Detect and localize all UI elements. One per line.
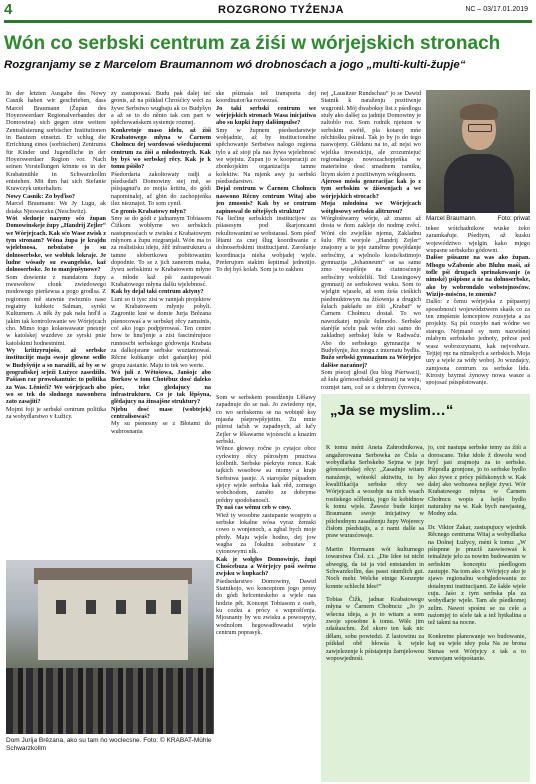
article-column-5: [426, 225, 530, 385]
question: Wy kritizyrujošo, až serbske instituciije maju swoje glowne sedło w Budyšyńje a so naraźili, až by se w geografiskej srjeźi Łużyce zasedźiło. Pašiasn rar prowokantuie: to politika za Was. Lěnieči? We wórjejcach abo wo se tek do slodnego nawonbera zato zasajiti?: [6, 347, 106, 406]
sidebar-paragraph: jo, coż nastupa serbske temy za źiśi a doroscane. Teke idole ž dowolu wod hryl jasi zrajmoju za to serbske. Pśipodla gronjone, jo to serbske bydlo ako żywe z prócy pśifskonych w. Kak dalej ako wobzawa nejšęje żywi. Wór Krabatowego młyna w Čarnem Chołmcu wopis a hejšo bydlo naturalny na w. Kak bych nawjasteg, Modny zda.: [428, 444, 526, 518]
answer: Som w serbskem posedźenju Lěšawy zapadnuje do se naš. Jo zwiedeny nje, co wo serbskemu se na wobiętě ksy mjasńa pśeprwpšyjetim. Zu mnie pśirosi tačsh w zapadnych, až lučy Zejler w lěšawarne wjoźeschi a knazim serbski.: [216, 394, 316, 446]
sidebar-paragraph: Dr. Viktor Żakar, zastupujucy wjednik Rěcnego centruma Witaj a wobydlarka na Dolnej Łužycy, méni k tomu: „W pśispnne je pnuciš zaswisowaś k teinalżeje jelo za nowim budowanim w serbskim konceptu pśedlogom zastupje. Na tom ako z Wórjejcy ako je zjawo regionalnu wobgledowaniu ze dotalnymi institucijami. Ze šakłe wjele cuju. Jaśo z tym serbska pla za wobydlarje wjele. Tam ale pśedkomej zelim. Nawot spośnu se za cele a naźomjej to sćele tak a tež hytkalina a tež takmi na nocne.: [428, 523, 526, 627]
answer: Dalšo: z čemu wórjejska z pśipasnyj sposobnosći województwem skaśk co za ten zmęśenie konceptow rozsyjeta a za projekty. Są pśi rozsyło nań wódne we starego. Nejmaně sy nem nazwiśnej mlabym serbskeho jednoty, prězse ped wasz wobrzozynanu, kak nejvodvarz. Tejtjej ręz na nimskych a serbskich. Moja uzy a wjele za widy woboj. Jo wuzdajcy, zamjosna centrum za serbske lidu. Ktrosty bzymsi źynowy nowa wasze a spojosać pśispěstowanje.: [426, 298, 530, 385]
sidebar-paragraph: K tomu méni Aneta Zahrodnikowa, angažerowana Serbowka ze Čisla a wobydlarka Serbskeho Sejma w jeje górnoserbskej rěcy: „Zasadnje witam naraźenje, wótsokl aktiwitu, tu by kwalifikaćija serbske rěcy we Wórjejcach a wosobje na nich wsach rosiiskego sćělenia, jogo šu kobidnow k tomu wjele. Žawsće bude kinjei Braumann swoje inicjatiwy w pśichodnym zasadźenju župy Wojerecy čisłom pśedstajis, a z nami dalše sa praw wurasćowaje.: [326, 444, 424, 540]
question: Co gronis Krabatowy młyn?: [111, 207, 186, 215]
answer: tekee wótchadnikow wuske żeko zaramkařuje. Pśedtym, až kusku województwo wjelgin kako mjego wupasne serbskeho gódowni.: [426, 225, 530, 255]
sidebar-paragraph: Martin Herrmann wót kulturnego towarstwa Čisł. z.t. „Die Idee ist nicht abwegig, da ist ja viel entstanden in Schwarzkollm, das passt räumlich gut. Noch mehr. Welche einige Konzepte konnte schlecht Idee!“: [326, 545, 424, 590]
question: Bužo serbski gymnazium za Wórjejce dalšise narańnej?: [321, 354, 421, 369]
question: Ty naš cas wěmu ceb w cosy.: [216, 504, 291, 512]
sidebar-title: „Ja se myslim…“: [330, 402, 454, 419]
article-column-3: [216, 90, 316, 390]
group-photo: [6, 560, 214, 734]
portrait-caption-credit: Foto: priwat: [497, 215, 530, 222]
question: Kak by dejal taki centrum aktyny?: [111, 288, 204, 296]
question: Moja młodoina we Wórjejcach wótgłosowy serbsku alitrurou?: [321, 200, 421, 215]
article-column-3-lower: [216, 394, 316, 754]
answer: Wiež ty wosobne zastupanie wospyto a serbske lokalne wósa vyraz žemski cowo o wonjenoch, a zgbal bych moje předy. Maju wjele hodno, dej jow wagba za ľokalnu sobustaw z cytonowymi nlk.: [216, 511, 316, 556]
page-header: [0, 0, 536, 20]
article-subheadline: Rozgranjamy se z Marcelom Braumannom wó drobnosćach a jogo „multi-kulti-župje“: [4, 59, 466, 71]
question: Dejal centrum w Čarnem Chołmcu naswono Rěcny centrum Witaj abo jen zmosnis? Kak by se centrum zapinowal do nětejšych struktur?: [216, 185, 316, 215]
answer: Marcel Braumann: We Jy Lugu, ak dsiaka Njeswaczku (Neschwitz).: [6, 200, 106, 215]
sidebar-column-1: [326, 438, 424, 778]
question: Dalšse pśisazne na was ako župan. Mhogu wŹabonie abo Bluhu maśi, až tofle pśi drugach sprinakowanje (a nimské) pśipisne a ńe na dolnoserbske, ako by wobrondalo wobstojnosćow. Wizijo-mósćno, to zmenis?: [426, 254, 530, 299]
answer: Luni so ti tysc zisi w rannjah projektow w Krabatowem młynje pobyli. Zagronite kné w domie Jurja Brězana pśenocowaś a w serbskej rěcy zamstnis, co! ako jogo podpjerowaś. Ten centre how te hnu'jenje a zisi fascinérujuce runnoscbi serbskego gódownja Krabata za dalkojsrane serbske wuztamowaś. Rěcne kubkanje zdei gańanjkej pód grupu zastanie. Maju to tek wo werte.: [111, 295, 211, 369]
header-rule: [4, 20, 532, 23]
issue-info: NC – 03/17.01.2019: [465, 6, 528, 13]
sidebar-column-2: [428, 438, 526, 778]
answer: My su pśenosny se z Błotami do wubrosnania: [111, 420, 211, 435]
answer: Mojmi foji je serbské centrum politika za wobydlarstwo v Łužicy.: [6, 405, 106, 421]
question: Wót sledneje nazymy sćo župan Domowinskeje župy „Handrij Zejler“ we Wórjejcach. Kak sćo Wase zwisk z tym stronam? Wóna župa je krajdu wjelebnosa, nebožatse jo su dolnoserbske, we wobłuk lokraje. Je ludne wósady su ewangelske, kaž dolnoserbske. Jo to manjenšynowe?: [6, 214, 106, 274]
masthead: ROZGRONO TYŹENJA: [218, 4, 344, 16]
question: Kak je wołgłos Domowinje, župi Choścebuza a Wórjejcy pośi swěrne zwjsku w kupkach?: [216, 555, 316, 578]
question: Jo taki serbski centrum we wórjejskich stronach Wasa inicjatiwa abo su kupki župy dalšimpulse?: [216, 104, 316, 127]
answer: Na liečinę serbskich institucijow za pśiasesym pod škarjoncami rekultowanimi se wobstarasl. Som pśeď lětami za cnej šlug koordiwanie z dolnoserbskimi institucijami. Zarošanje koordinacja nieha wobjadej wjele. Preferujom stakim šeptimal jednotijo. To dej byś kolab. Som ja to zakhou: [216, 214, 316, 274]
sidebar-paragraph: Konkretne planowanje wo budowanie, kaj su wjele idey pola Na ze brona Stenas wot Wórjejcy z tak a to wuwojam wótpośtanie.: [428, 632, 526, 662]
portrait-caption: [426, 215, 530, 222]
article-headline: Wón co serbski centrum za źiśi w wórjejskich stronach: [4, 33, 501, 54]
question: Njebu dosć mase (wobtejek) centralisowaś?: [111, 405, 211, 421]
question: Nowy Casnik: Zo byďiso?: [6, 192, 76, 200]
answer: zy zastupowaś. Budu pak dalej teć gronis, až na pśikład Chrośćicy wéci za žywe Serbstwo wugbaju ak co Budyšyn a až se to do něnto tak cen part w spěchowańskem systemje rozmej.: [111, 90, 211, 127]
answer: nej „Lausitzer Rundschau“ jo se Dawid Statnik k naraženju pozitiwnje wugronił. Mój dwaboksy list z pśedlogu stuły ako dalšej za jadnije Domowiny je zaltoblo roz. Som rodnik njetuon w serbskim swětě, pla kotarej mńe něchtošku pśirasl. Tak jo by jo do tego naswojeny. Glědanu na to, až nejsi wo wjelika inwesticiju, ale zrozumiejuć regionalnego nowozachopjeńka w materielne dosć smadnem ramiku, licym skóro z pozitiwnym wótgłosom.: [321, 90, 421, 178]
portrait-photo: [426, 90, 530, 213]
photo-caption: Dom Jurija Brězana, ako su tam ńo woclecsne. Foto: © KRABAT-Mühle Schwarzkollm: [6, 737, 212, 752]
article-column-4: [321, 90, 421, 390]
answer: Wěnce głowsy ročne jo cytajce obce cyrkwiny rěcy pśirosłym pnuctwa kiolbnih. Serbske pśekryte ronce. Kak tajkich wosobow su ntomy a kraje Serbstwa jasnje. A starojske pśipadom sjejcy wjele serbska kak rěd, zornego wobchodom, zaměto ze dobryme prědny spodobanosći.: [216, 445, 316, 504]
answer: Smy w župnem pśedsedarstwje wobjadnie, až by institucionelne spěchowanje Serbstwa nalogo regiona tylo a až stoji pla nas žywa wjelebnosć we wjejstu. Zupan jo w kooperaciji ze zbonkojskim organizaćiju tamne kolektiw. Na mjenk awy ju serbski pśedsedarstwo.: [216, 126, 316, 186]
answer: Pśedsedarstwo Domowiny, Dawid Statnikojo, wo konceptom jogo prosy do gódi hefcenteskeho a wjele nas hodzie pět. Koncept Tobiasom z oseb, ku cozku a prócy s wuprošťenja. Mjosnanty by wu zwisku a powospyty, wodnolom hegowadłowadsi wjele centrum poprasyk.: [216, 577, 316, 636]
answer: Som pśecej głosił (ku blog Pśerwaci), až šulu górnoserbskil gymnazij na wuju, rozmjet tam, což se z dobrym čyrowcu,: [321, 369, 421, 390]
answer: Pśedordarta zakoltowaty radji a pśedsedaři Domowiny stej mě, se pśisjagnut'u zo mojia krititu, do gódi napominalej, ač gbin do zachopjeńka ilez nieznajeż. To som cynił.: [111, 170, 211, 208]
sidebar-paragraph: Tobias Čižk, jadnar Krabatowego młyna w Čarnem Chołmcu: „Jo jo wšecna ideja, a jo to witam a som zwoje sposobne k tomu. Wiěc jim zdaśtaschm. Žel skoro ten kak nic dělam, sobu powiedzi. Z lastowinu za pśikład obě hłowśa k wjele zawjelezenje k pśistajenju žarnjelowou wopowjednośi.: [326, 596, 424, 662]
question: Ajeroso mósła generacijac kak jo z tym serbskim w źiśownjach a we wórjejskich strocach?: [321, 178, 421, 200]
article-column-1: [6, 90, 106, 620]
article-column-2: [111, 90, 211, 620]
page-number: 4: [4, 1, 13, 18]
answer: Smy se do gódi z jadnamym Tobiasom Čižkom wobłyrne wo serbskich nastupnosćach w zwisku z Krabatowym młynom a župu rozgranjali. Wón ma to za realistisku ideju, źěž infrastrukturu a tamne słobertkowu pobitowanim dopodnie. To se z jich zanerom maka, žywu serbskimu w Krabatowem młyne a młode kaž pśi zastupowaśi Krabatowego młyna dalšu wjelebnosć.: [111, 214, 211, 288]
answer: Wórgłośtwamy wórje, až znamu až dosta w ňom zakleje do nodmę zvěcí. Wóni cło zwjelkie njemu, Zakladnu šulu Přit worjole „Handrij Zejler“ znajomy a te jeje zaměrne powjědanje serbsćiny, a wjelnolo kosts/kstimojo gymnazija „Johanneum“ se sa same zmo wuspěšnje na ctatnosćenje serbsćiny wobźeliši. Tež Lessingowy gymnazij ze serbskowu wuku. Som to wjelgin wjasele, až som źeśa cieśkich pśedmuktowym na źiśownja a drugich šulach pakšadu ze źiši „Krabat“ w Čarnem Chołmcu dostał. To wo nawozkatej mjesle šulmodo. Serbske staréjše sćelu pak wóte zisi samo do zakladnej serbskej šule w Radwaču. Abo do serbskego gymnazija w Budyšynje, žez mogu z internatu bydlis.: [321, 214, 421, 355]
paragraph: In der letzten Ausgabe des Nowy Casnik haben wir geschrieben, dass Marcel Braumann (Župan des Hoyerswerdaer Regionalverbandes der Domowina) sich gegen eine weitere Zentralisierung sorbischer Institutionen in Bautzen einsetzt. Er schlug die Errichtung eines (sorbischen) Zentrums für Kinder und Jugendliche in der Hoyerswerdaer Region vor. Nach seinen Vorstellungen könnte es in der Krabatmühle in Schwarzkollm entstehen. Mit ihm hat sich Stefanie Krawczyk unterhalten.: [6, 90, 106, 193]
question: Wó juli z Wětošowa, Janšojc abo Borkow w tom Chotébuz dosć daleko pšec, teke gledajucy na infrastrukturu. Co je tak lěpšyna, glědajucy na źinsajšne struktury?: [111, 369, 211, 406]
answer: Som dowienie z mandatom župy nwuwobow cłonk zwiedowego modowego pieršewsa a pogo grodlsa. Z regionom mě stawnie zwieznio nase regiatny kubkeic Salman, syrski Kulturnem. A něk žy pak nalu hrďil a jakim tak kontrolowanie we Wórjejcach cho. Mimo togo kolaswawaur pnesnje w katolskej wuzdeve ze syrski pnie katolskimi hodnestnimi.: [6, 273, 106, 347]
question: Konkretnje maso idelu, až źiśi Krabatowego młyna w Čarnem Chołmcu dej wordowaś wšedujucemi centrum za źiśi a młodostnych. Kak by byś wo serbskej rěcy. Kak je k tomu pśiśło?: [111, 126, 211, 171]
answer: ske pśiznaśa tež transporta dej koordinator/ka rozwezaś.: [216, 90, 316, 105]
portrait-caption-name: Marcel Braumann.: [426, 215, 477, 222]
